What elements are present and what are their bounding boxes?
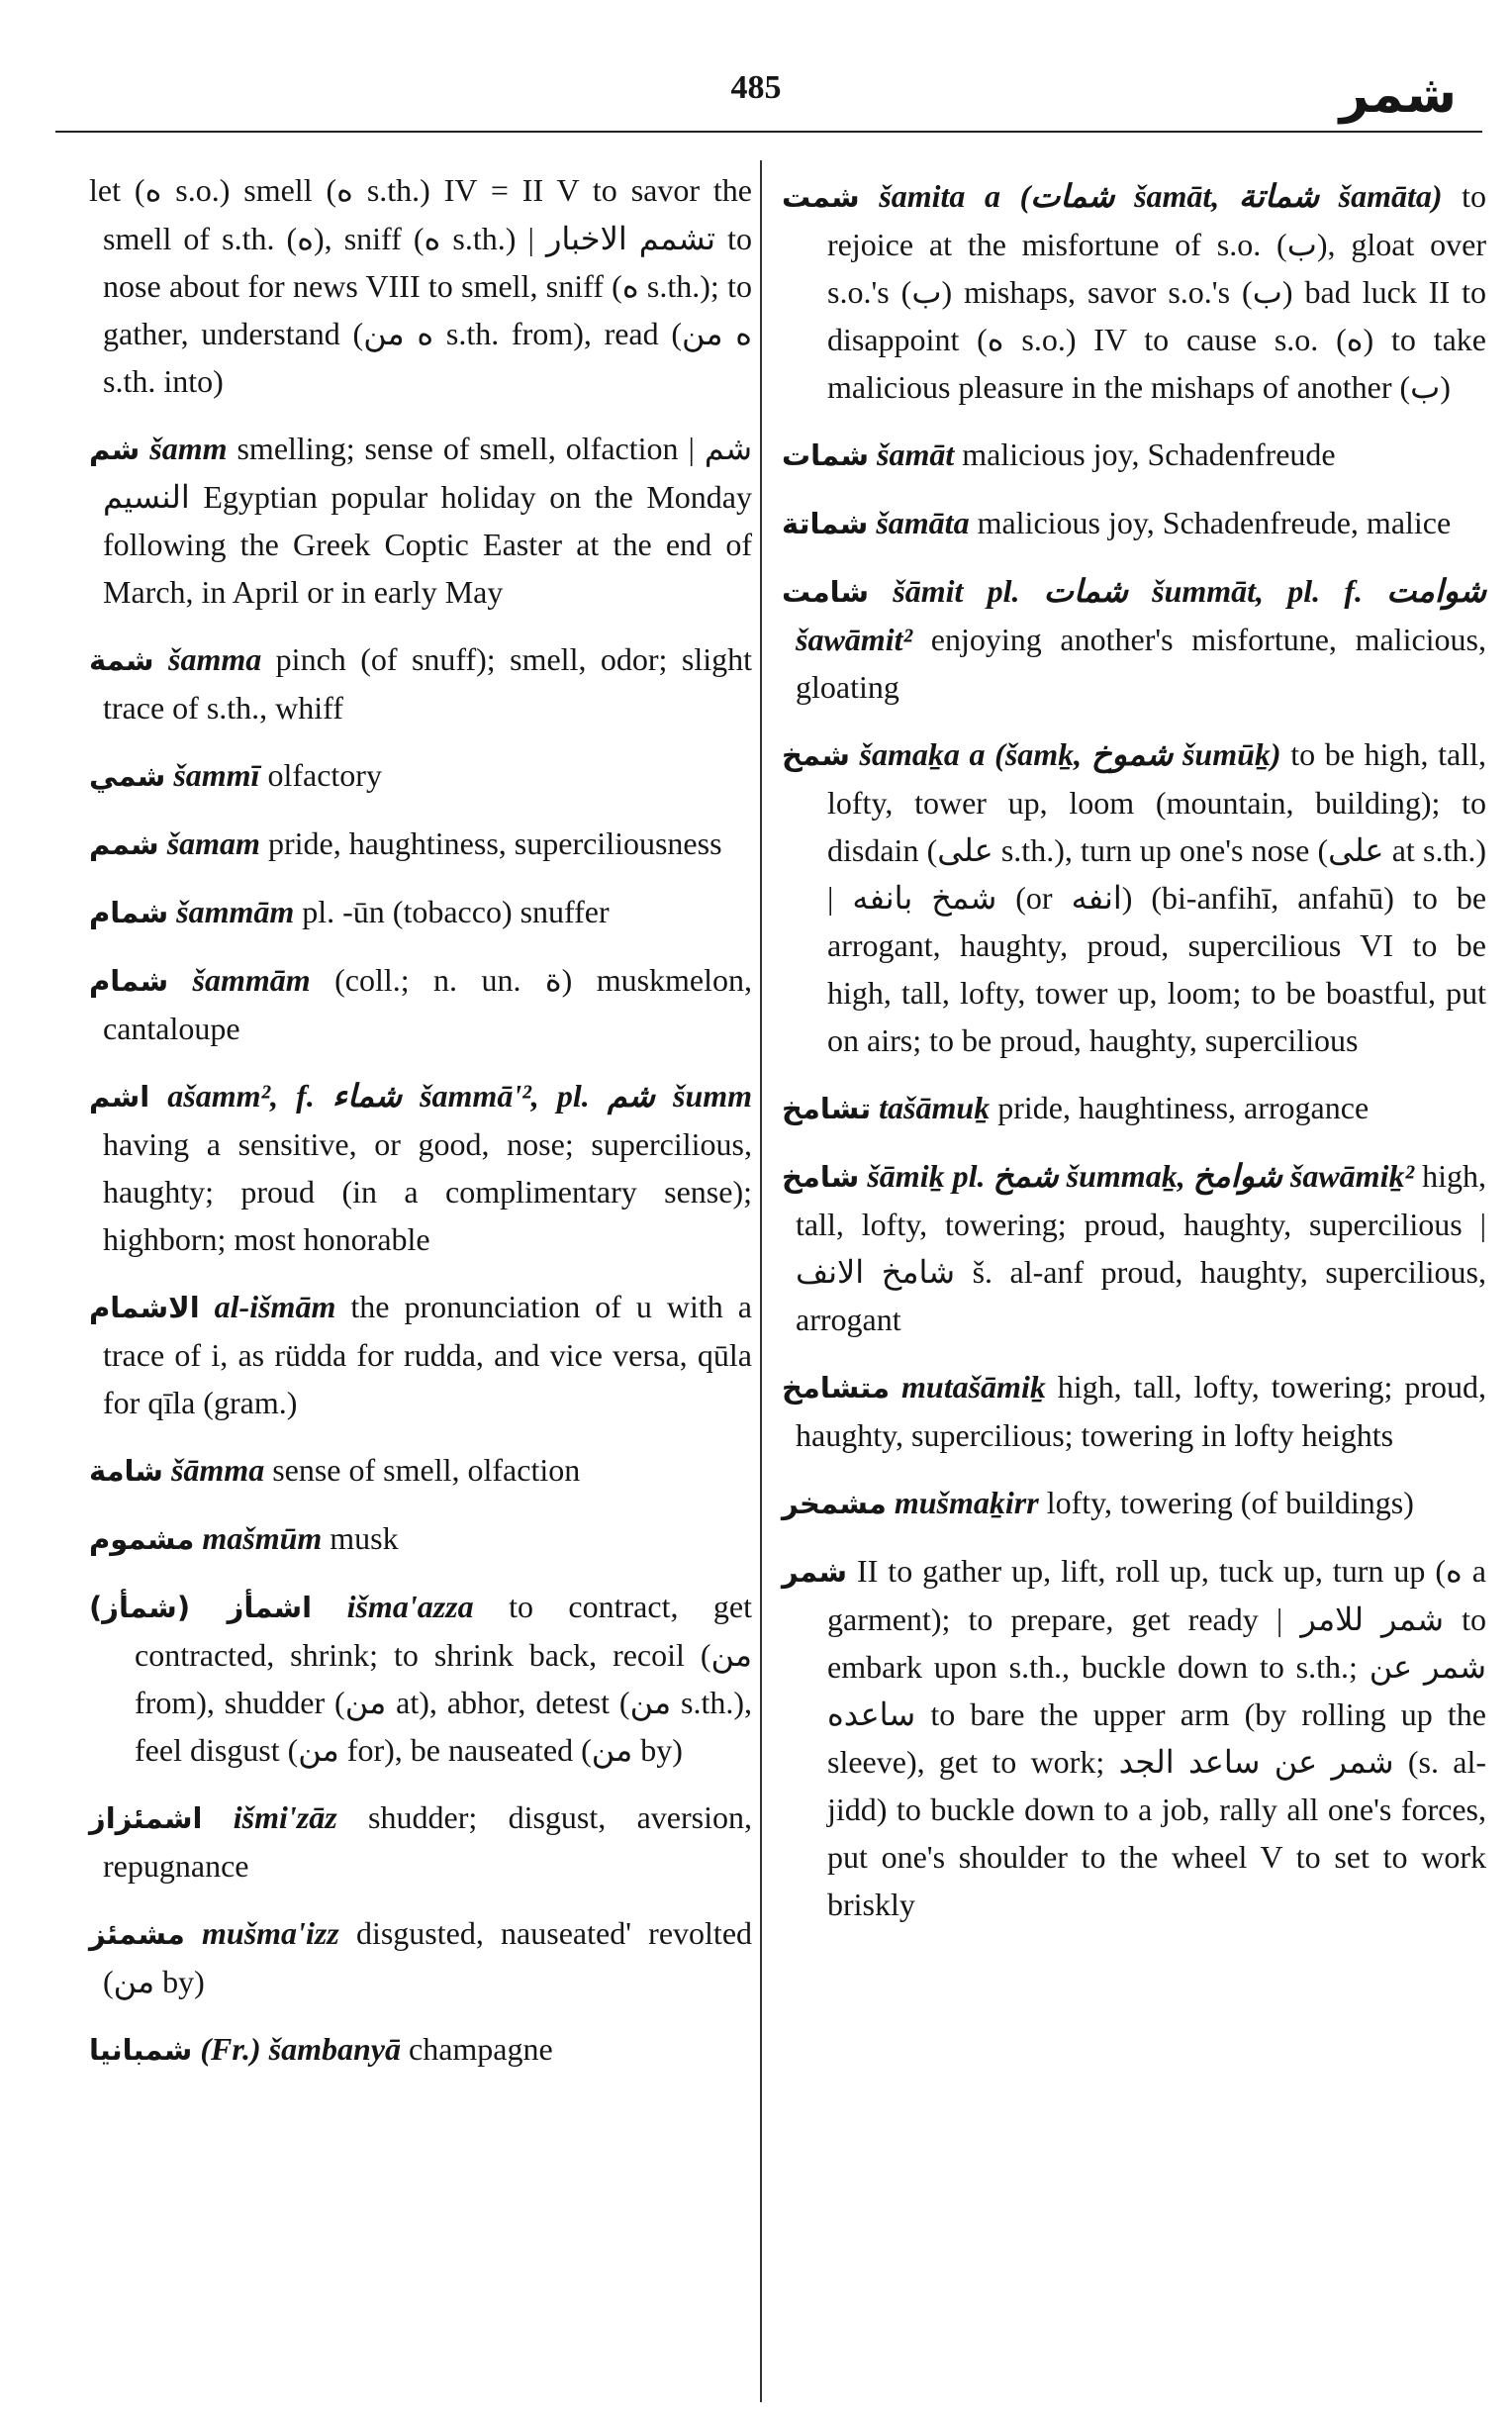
- entry-transliteration: šamma: [168, 641, 262, 677]
- dictionary-entry: [89, 751, 752, 800]
- dictionary-entry: [782, 431, 1486, 479]
- dictionary-entry: [89, 635, 752, 731]
- dictionary-entry: [782, 172, 1486, 411]
- entry-transliteration: šammām: [176, 894, 295, 929]
- dictionary-entry: [89, 1793, 752, 1889]
- entry-definition: high, tall, lofty, towering; proud, haughty, supercilious; towering in lofty heights: [796, 1369, 1487, 1453]
- entry-definition: lofty, towering (of buildings): [1046, 1485, 1414, 1520]
- running-head-word: شمر: [1339, 65, 1457, 125]
- entry-transliteration: šamam: [166, 825, 260, 861]
- entry-transliteration: mušmaḵirr: [894, 1485, 1039, 1520]
- dictionary-entry: [89, 956, 752, 1052]
- entry-arabic: اشم: [89, 1080, 150, 1114]
- entry-definition: olfactory: [267, 757, 382, 793]
- page-header: [55, 63, 1457, 133]
- entry-definition: disgusted, nauseated' revolted (من by): [103, 1915, 753, 1999]
- entry-definition: pl. -ūn (tobacco) snuffer: [302, 894, 610, 929]
- dictionary-entry: [89, 166, 752, 405]
- entry-definition: sense of smell, olfaction: [272, 1452, 581, 1488]
- column-divider: [760, 160, 762, 2402]
- entry-arabic: شم: [89, 433, 141, 466]
- entry-arabic: شمبانيا: [89, 2033, 193, 2067]
- entry-definition: pride, haughtiness, arrogance: [997, 1090, 1370, 1125]
- entry-definition: let (ه s.o.) smell (ه s.th.) IV = II V to savor the smell of s.th. (ه), sniff (ه s.th.) | تشمم الاخبار to nose about for news VIII to smell, sniff (ه s.th.); to gather, understand (ه من s.th. from), read (ه من s.th. into): [89, 172, 753, 399]
- entry-definition: smelling; sense of smell, olfaction | شم النسيم Egyptian popular holiday on the Monday following the Greek Coptic Easter at the end of March, in April or in early May: [103, 431, 753, 610]
- dictionary-entry: [89, 1583, 752, 1774]
- entry-definition: to rejoice at the misfortune of s.o. (ب), gloat over s.o.'s (ب) mishaps, savor s.o.'s (ب) bad luck II to disappoint (ه s.o.) IV to cause s.o. (ه) to take malicious pleasure in the mishaps of another (ب): [827, 178, 1487, 405]
- dictionary-entry: [782, 1479, 1486, 1527]
- dictionary-entry: [89, 1909, 752, 2005]
- dictionary-entry: [782, 1547, 1486, 1928]
- entry-definition: to be high, tall, lofty, tower up, loom (mountain, building); to disdain (على s.th.), turn up one's nose (على at s.th.) | شمخ بانفه (or انفه) (bi-anfihī, anfahū) to be arrogant, haughty, proud, supercilious VI to be high, tall, lofty, tower up, loom; to be boastful, put on airs; to be proud, haughty, supercilious: [827, 736, 1487, 1058]
- entry-definition: high, tall, lofty, towering; proud, haughty, supercilious | شامخ الانف š. al-anf proud, haughty, supercilious, arrogant: [796, 1158, 1487, 1337]
- dictionary-entry: [89, 1514, 752, 1563]
- entry-transliteration: išma'azza: [346, 1589, 474, 1624]
- entry-transliteration: šamāt: [877, 436, 955, 472]
- entry-arabic: (شمأز) اشمأز: [89, 1591, 313, 1624]
- left-column: [89, 166, 752, 2093]
- entry-transliteration: šammām: [192, 962, 311, 998]
- entry-transliteration: šamita a (شمات šamāt, شماتة šamāta): [879, 178, 1443, 214]
- entry-definition: enjoying another's misfortune, malicious, gloating: [796, 622, 1487, 705]
- header-rule: [55, 131, 1482, 133]
- entry-definition: champagne: [409, 2031, 553, 2067]
- entry-arabic: شمم: [89, 827, 159, 861]
- entry-definition: the pronunciation of u with a trace of i, as rüdda for rudda, and vice versa, qūla for qīla (gram.): [103, 1289, 752, 1420]
- entry-arabic: الاشمام: [89, 1291, 200, 1324]
- dictionary-entry: [89, 1283, 752, 1426]
- entry-definition: musk: [330, 1520, 399, 1556]
- entry-arabic: شمي: [89, 759, 166, 793]
- entry-definition: II to gather up, lift, roll up, tuck up, turn up (ه a garment); to prepare, get ready | شمر للامر to embark upon s.th., buckle down to s.th.; شمر عن ساعده to bare the upper arm (by rolling up the sleeve), get to work; شمر عن ساعد الجد (s. al-jidd) to buckle down to a job, rally all one's forces, put one's shoulder to the wheel V to set to work briskly: [827, 1553, 1487, 1922]
- entry-definition: pride, haughtiness, superciliousness: [267, 825, 722, 861]
- entry-arabic: اشمئزاز: [89, 1801, 203, 1835]
- entry-transliteration: mušma'izz: [202, 1915, 339, 1951]
- entry-transliteration: šammī: [173, 757, 260, 793]
- right-column: [782, 166, 1486, 1948]
- entry-transliteration: šamm: [149, 431, 228, 466]
- dictionary-entry: [782, 1152, 1486, 1343]
- entry-transliteration: mutašāmiḵ: [901, 1369, 1046, 1405]
- entry-transliteration: al-išmām: [214, 1289, 336, 1324]
- entry-arabic: متشامخ: [782, 1371, 891, 1405]
- entry-definition: shudder; disgust, aversion, repugnance: [103, 1799, 753, 1884]
- entry-transliteration: tašāmuḵ: [879, 1090, 991, 1125]
- entry-definition: to contract, get contracted, shrink; to shrink back, recoil (من from), shudder (من at), abhor, detest (من s.th.), feel disgust (من for), be nauseated (من by): [135, 1589, 753, 1768]
- entry-arabic: شمام: [89, 896, 169, 929]
- dictionary-entry: [782, 730, 1486, 1064]
- entry-definition: malicious joy, Schadenfreude, malice: [977, 505, 1452, 540]
- dictionary-entry: [782, 499, 1486, 547]
- entry-transliteration: šāmiḵ pl. شمخ šummaḵ, شوامخ šawāmiḵ²: [867, 1158, 1415, 1194]
- page-number: 485: [730, 69, 782, 106]
- entry-transliteration: (Fr.) šambanyā: [200, 2031, 401, 2067]
- entry-definition: (coll.; n. un. ة) muskmelon, cantaloupe: [103, 962, 753, 1046]
- dictionary-entry: [89, 820, 752, 868]
- dictionary-entry: [89, 425, 752, 616]
- entry-arabic: شمت: [782, 180, 860, 214]
- entry-transliteration: ašamm², f. شماء šammā'², pl. شم šumm: [167, 1078, 753, 1114]
- entry-arabic: شماتة: [782, 507, 869, 540]
- entry-arabic: شمر: [782, 1555, 848, 1589]
- entry-transliteration: šāmma: [170, 1452, 265, 1488]
- entry-arabic: مشمخر: [782, 1487, 887, 1520]
- entry-arabic: مشموم: [89, 1522, 195, 1556]
- entry-arabic: شامخ: [782, 1160, 860, 1194]
- dictionary-entry: [89, 1446, 752, 1495]
- entry-arabic: شامت: [782, 575, 870, 609]
- entry-arabic: شامة: [89, 1454, 163, 1488]
- dictionary-entry: [89, 888, 752, 936]
- dictionary-entry: [89, 1072, 752, 1263]
- dictionary-entry: [782, 567, 1486, 711]
- dictionary-entry: [782, 1363, 1486, 1459]
- dictionary-entry: [782, 1084, 1486, 1132]
- entry-arabic: شمخ: [782, 738, 850, 772]
- entry-transliteration: šamāta: [876, 505, 970, 540]
- entry-arabic: شمة: [89, 643, 154, 677]
- entry-arabic: شمات: [782, 438, 869, 472]
- entry-arabic: شمام: [89, 964, 169, 998]
- entry-transliteration: šamaḵa a (šamḵ, شموخ šumūḵ): [859, 736, 1281, 772]
- entry-transliteration: mašmūm: [202, 1520, 323, 1556]
- entry-definition: malicious joy, Schadenfreude: [962, 436, 1336, 472]
- entry-definition: having a sensitive, or good, nose; supercilious, haughty; proud (in a complimentary sense); highborn; most honorable: [103, 1126, 752, 1257]
- entry-arabic: تشامخ: [782, 1092, 872, 1125]
- entry-transliteration: išmi'zāz: [233, 1799, 337, 1835]
- entry-definition: pinch (of snuff); smell, odor; slight trace of s.th., whiff: [103, 641, 752, 726]
- entry-transliteration: šāmit pl. شمات šummāt, pl. f. شوامت šawāmit²: [796, 573, 1487, 657]
- entry-arabic: مشمئز: [89, 1917, 185, 1951]
- dictionary-entry: [89, 2025, 752, 2074]
